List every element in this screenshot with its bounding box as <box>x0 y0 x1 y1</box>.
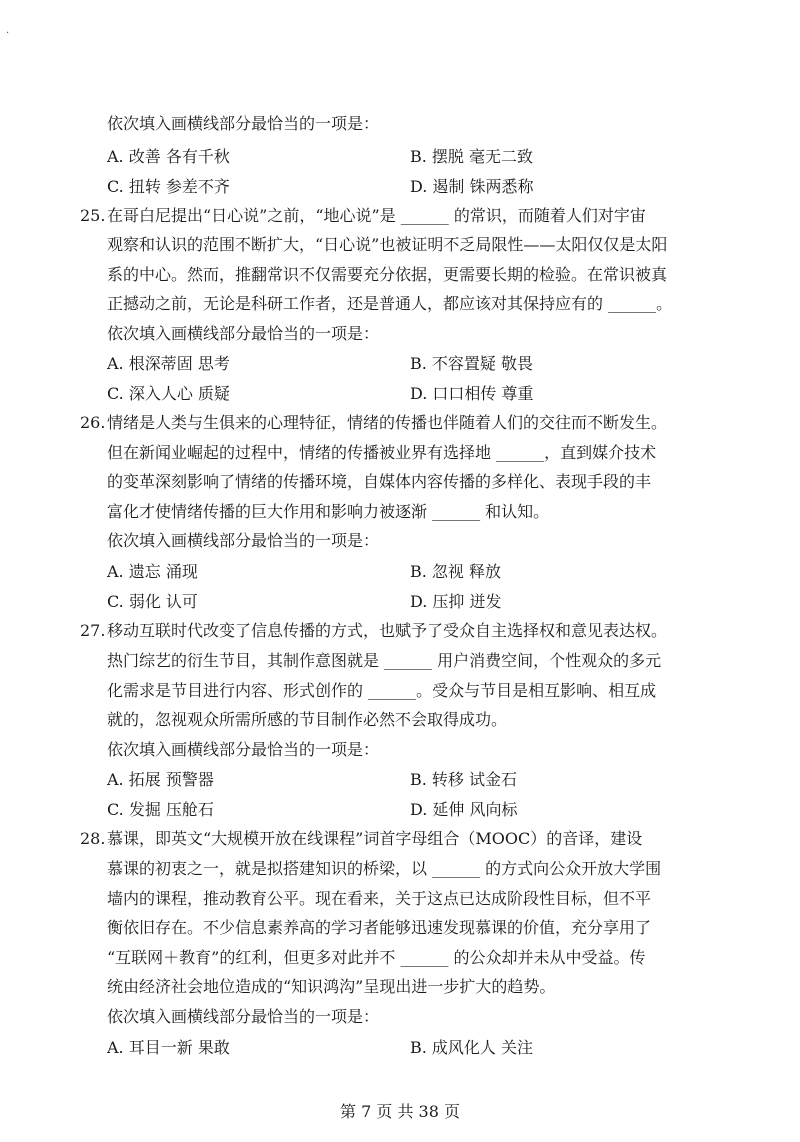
option-c: C. 深入人心 质疑 <box>107 384 230 403</box>
question-line: 情绪是人类与生俱来的心理特征，情绪的传播也伴随着人们的交往而不断发生。 <box>107 413 668 432</box>
option-b: B. 转移 试金石 <box>410 770 518 789</box>
option-a: A. 遗忘 涌现 <box>107 562 198 581</box>
option-d: D. 压抑 迸发 <box>410 592 502 611</box>
question-line: 移动互联时代改变了信息传播的方式，也赋予了受众自主选择权和意见表达权。 <box>107 621 668 640</box>
question-prompt: 依次填入画横线部分最恰当的一项是： <box>107 531 380 550</box>
question-line: 正撼动之前，无论是科研工作者，还是普通人，都应该对其保持应有的 ______。 <box>107 294 673 313</box>
question-line: 富化才使情绪传播的巨大作用和影响力被逐渐 ______ 和认知。 <box>107 502 550 521</box>
option-a: A. 拓展 预警器 <box>107 770 214 789</box>
question-prompt: 依次填入画横线部分最恰当的一项是： <box>107 114 380 133</box>
option-c: C. 扭转 参差不齐 <box>107 177 230 196</box>
option-a: A. 根深蒂固 思考 <box>107 354 230 373</box>
question-number: 25. <box>80 206 106 225</box>
question-line: “互联网＋教育”的红利，但更多对此并不 ______ 的公众却并未从中受益。传 <box>107 948 646 967</box>
question-line: 化需求是节目进行内容、形式创作的 ______。受众与节目是相互影响、相互成 <box>107 681 657 700</box>
page-footer: 第 7 页 共 38 页 <box>340 1102 460 1121</box>
question-line: 的变革深刻影响了情绪的传播环境，自媒体内容传播的多样化、表现手段的丰 <box>107 472 652 491</box>
question-line: 但在新闻业崛起的过程中，情绪的传播被业界有选择地 ______，直到媒介技术 <box>107 443 657 462</box>
option-d: D. 遏制 铢两悉称 <box>410 177 534 196</box>
question-number: 28. <box>80 829 106 848</box>
question-line: 慕课，即英文“大规模开放在线课程”词首字母组合（MOOC）的音译，建设 <box>107 829 643 848</box>
question-line: 热门综艺的衍生节目，其制作意图就是 ______ 用户消费空间，个性观众的多元 <box>107 651 662 670</box>
option-a: A. 改善 各有千秋 <box>107 147 230 166</box>
option-b: B. 摆脱 毫无二致 <box>410 147 534 166</box>
question-line: 慕课的初衷之一，就是拟搭建知识的桥梁，以 ______ 的方式向公众开放大学围 <box>107 859 662 878</box>
question-line: 墙内的课程，推动教育公平。现在看来，关于这点已达成阶段性目标，但不平 <box>107 889 652 908</box>
option-d: D. 延伸 风向标 <box>410 800 518 819</box>
option-a: A. 耳目一新 果敢 <box>107 1038 230 1057</box>
question-number: 27. <box>80 621 106 640</box>
option-b: B. 不容置疑 敬畏 <box>410 354 534 373</box>
corner-mark: · <box>6 28 10 39</box>
question-line: 观察和认识的范围不断扩大，“日心说”也被证明不乏局限性——太阳仅仅是太阳 <box>107 235 668 254</box>
question-prompt: 依次填入画横线部分最恰当的一项是： <box>107 1007 380 1026</box>
question-line: 系的中心。然而，推翻常识不仅需要充分依据，更需要长期的检验。在常识被真 <box>107 265 668 284</box>
question-number: 26. <box>80 413 106 432</box>
question-line: 在哥白尼提出“日心说”之前，“地心说”是 ______ 的常识，而随着人们对宇宙 <box>107 206 646 225</box>
question-line: 就的，忽视观众所需所感的节目制作必然不会取得成功。 <box>107 710 508 729</box>
question-line: 衡依旧存在。不少信息素养高的学习者能够迅速发现慕课的价值，充分享用了 <box>107 918 652 937</box>
option-c: C. 发掘 压舱石 <box>107 800 214 819</box>
question-prompt: 依次填入画横线部分最恰当的一项是： <box>107 324 380 343</box>
option-b: B. 成风化人 关注 <box>410 1038 534 1057</box>
option-d: D. 口口相传 尊重 <box>410 384 534 403</box>
option-c: C. 弱化 认可 <box>107 592 198 611</box>
option-b: B. 忽视 释放 <box>410 562 502 581</box>
question-line: 统由经济社会地位造成的“知识鸿沟”呈现出进一步扩大的趋势。 <box>107 977 556 996</box>
question-prompt: 依次填入画横线部分最恰当的一项是： <box>107 740 380 759</box>
